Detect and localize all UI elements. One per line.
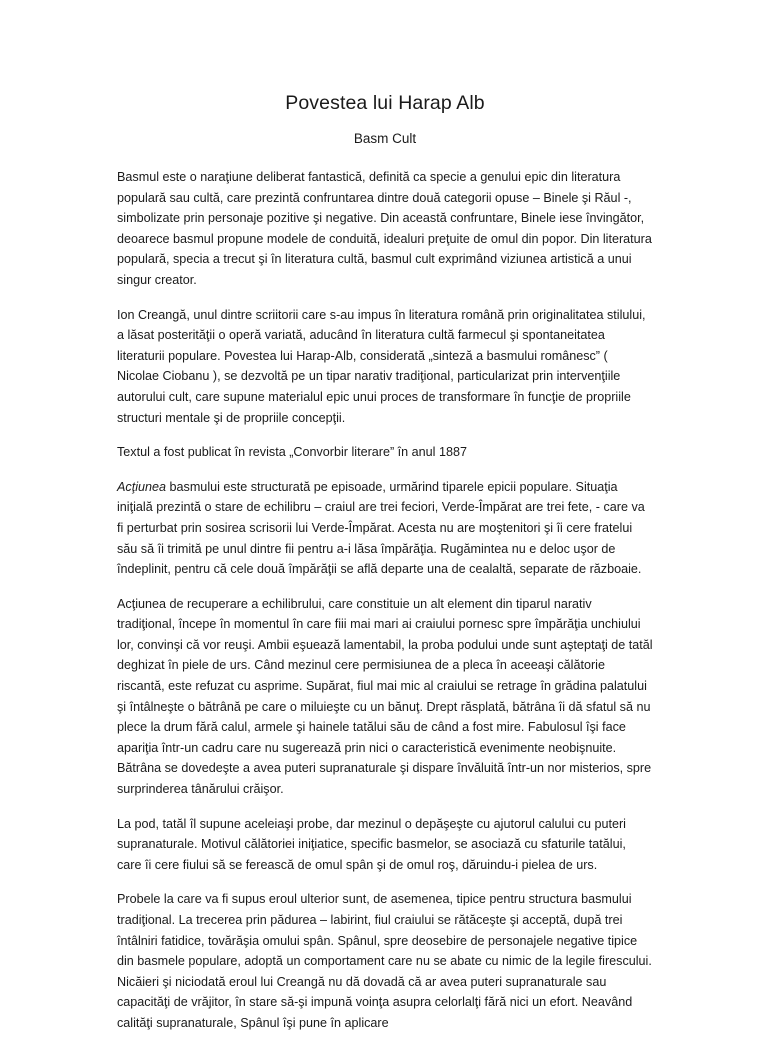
paragraph-5: Acţiunea de recuperare a echilibrului, care constituie un alt element din tiparul narativ tradiţional, începe în momentul în care fiii mai mari ai craiului pornesc spre împărăţia unchiului lor, convinşi că vor reuşi. Ambii eşuează lamentabil, la proba podului unde sunt aşteptaţi de tatăl deghizat în piele de urs. Când mezinul cere permisiunea de a pleca în aceeaşi călătorie riscantă, este refuzat cu asprime. Supărat, fiul mai mic al craiului se retrage în grădina palatului şi întâlneşte o bătrână pe care o miluieşte cu un bănuţ. Drept răsplată, bătrâna îi dă sfatul să nu plece la drum fără calul, armele şi hainele tatălui său de când a fost mire. Fabulosul îşi face apariţia într-un cadru care nu sugerează prin nici o caracteristică evenimente neobişnuite. Bătrâna se dovedeşte a avea puteri supranaturale şi dispare învăluită într-un nor misterios, spre surprinderea tânărului crăişor. <box>117 596 653 797</box>
paragraph-4-lead: Acţiunea <box>117 479 167 494</box>
paragraph-1: Basmul este o naraţiune deliberat fantastică, definită ca specie a genului epic din literatura populară sau cultă, care prezintă confruntarea dintre două categorii opuse – Binele şi Răul -, simbolizate prin personaje pozitive şi negative. Din această confruntare, Binele iese învingător, deoarece basmul propune modele de conduită, idealuri preţuite de omul din popor. Din literatura populară, specia a trecut şi în literatura cultă, basmul cult exprimând viziunea artistică a unui singur creator. <box>117 170 652 287</box>
paragraph-4 <box>117 477 653 580</box>
paragraph-4-text: basmului este structurată pe episoade, urmărind tiparele epicii populare. Situaţia iniţială prezintă o stare de echilibru – craiul are trei feciori, Verde-Împărat are trei fete, - care va fi perturbat prin sosirea scrisorii lui Verde-Împărat. Acesta nu are moştenitori şi îi cere fratelui său să îi trimită pe unul dintre fii pentru a-i lăsa împărăţia. Rugămintea nu e deloc uşor de îndeplinit, pentru că cele două împărăţii se află departe una de cealaltă, separate de războaie. <box>117 479 645 577</box>
paragraph-7: Probele la care va fi supus eroul ulterior sunt, de asemenea, tipice pentru structura basmului tradiţional. La trecerea prin pădurea – labirint, fiul craiului se rătăceşte şi acceptă, după trei întâlniri fatidice, tovărăşia omului spân. Spânul, spre deosebire de personajele negative tipice din basmele populare, adoptă un comportament care nu se abate cu nimic de la legile firescului. Nicăieri şi niciodată eroul lui Creangă nu dă dovadă că ar avea puteri supranaturale sau capacităţi de vrăjitor, în stare să-şi impună voinţa asupra celorlalţi fără nici un efort. Neavând calităţi supranaturale, Spânul îşi pune în aplicare <box>117 892 652 1030</box>
paragraph-6: La pod, tatăl îl supune aceleiaşi probe, dar mezinul o depăşeşte cu ajutorul calului cu puteri supranaturale. Motivul călătoriei iniţiatice, specific basmelor, se asociază cu sfaturile tatălui, care îi cere fiului să se ferească de omul spân şi de omul roş, dăruindu-i pielea de urs. <box>117 816 626 872</box>
paragraph-2: Ion Creangă, unul dintre scriitorii care s-au impus în literatura română prin originalitatea stilului, a lăsat posterităţii o operă variată, aducând în literatura cultă farmecul şi spontaneitatea literaturii populare. Povestea lui Harap-Alb, considerată „sinteză a basmului românesc” ( Nicolae Ciobanu ), se dezvoltă pe un tipar narativ tradiţional, particularizat prin intervenţiile autorului cult, care supune materialul epic unui proces de transformare în funcţie de propriile structuri mentale şi de propriile concepţii. <box>117 307 646 425</box>
document-body <box>117 90 653 1048</box>
paragraph-3: Textul a fost publicat în revista „Convorbir literare” în anul 1887 <box>117 445 467 460</box>
document-subtitle: Basm Cult <box>353 131 417 146</box>
document-title: Povestea lui Harap Alb <box>285 92 485 114</box>
